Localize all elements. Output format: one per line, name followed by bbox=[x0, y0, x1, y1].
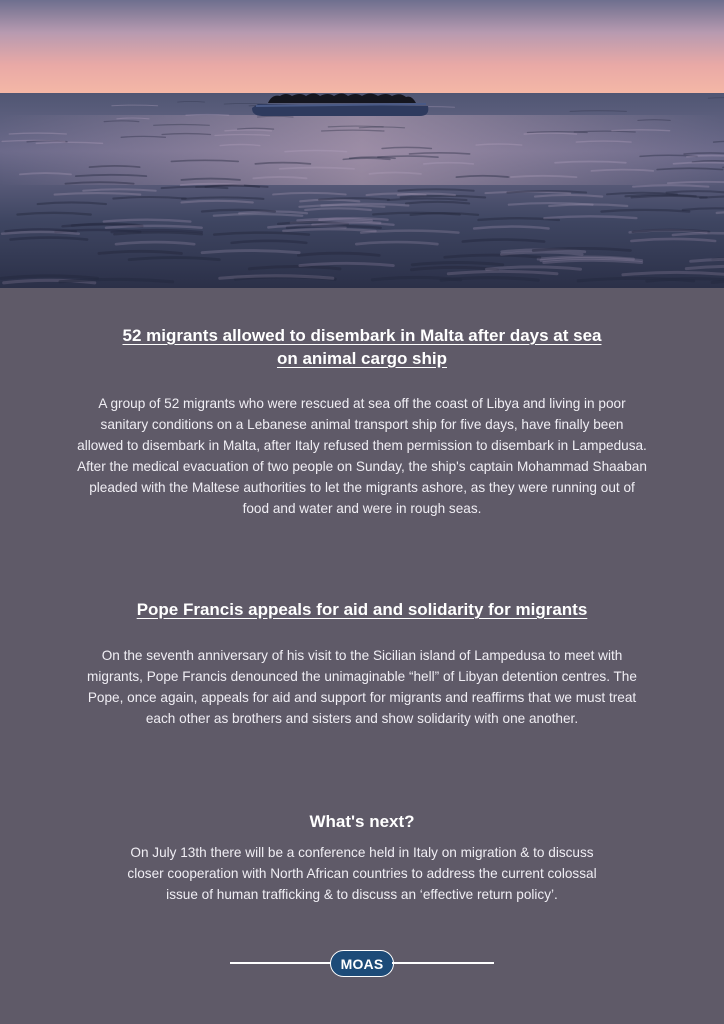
story-malta-body: A group of 52 migrants who were rescued at sea off the coast of Libya and living in poor sanitary conditions on a Lebanese animal transport ship for five days, have finally been allowed to disembark in Malta, after Italy refused them permission to disembark in Lampedusa. After the medical evacuation of two people on Sunday, the ship's captain Mohammad Shaaban pleaded with the Maltese authorities to let the migrants ashore, as they were running out of food and water and were in rough seas. bbox=[77, 396, 647, 516]
headline-line-2: on animal cargo ship bbox=[276, 349, 448, 368]
sea-sunset-illustration bbox=[0, 0, 724, 288]
footer-rule-right bbox=[392, 962, 494, 964]
story-pope-headline: Pope Francis appeals for aid and solidarity for migrants bbox=[136, 600, 588, 619]
moas-logo-text: MOAS bbox=[340, 955, 384, 972]
whats-next-body: On July 13th there will be a conference held in Italy on migration & to discuss closer cooperation with North African countries to address the current colossal issue of human trafficking & to discuss an ‘effective return policy’. bbox=[127, 845, 597, 902]
story-malta-headline bbox=[102, 324, 622, 370]
whats-next-section bbox=[0, 810, 724, 905]
story-pope bbox=[0, 598, 724, 729]
story-malta bbox=[0, 324, 724, 519]
story-pope-body: On the seventh anniversary of his visit to the Sicilian island of Lampedusa to meet with migrants, Pope Francis denounced the unimaginable “hell” of Libyan detention centres. The Pope, once again, appeals for aid and support for migrants and reaffirms that we must treat each other as brothers and sisters and show solidarity with one another. bbox=[87, 648, 637, 726]
hero-photo bbox=[0, 0, 724, 288]
moas-logo bbox=[330, 950, 394, 977]
footer-rule-left bbox=[230, 962, 332, 964]
boat-shape bbox=[252, 94, 428, 117]
headline-line-1: 52 migrants allowed to disembark in Malta after days at sea bbox=[122, 326, 602, 345]
whats-next-heading: What's next? bbox=[309, 812, 415, 831]
footer-logo-bar bbox=[230, 950, 494, 978]
